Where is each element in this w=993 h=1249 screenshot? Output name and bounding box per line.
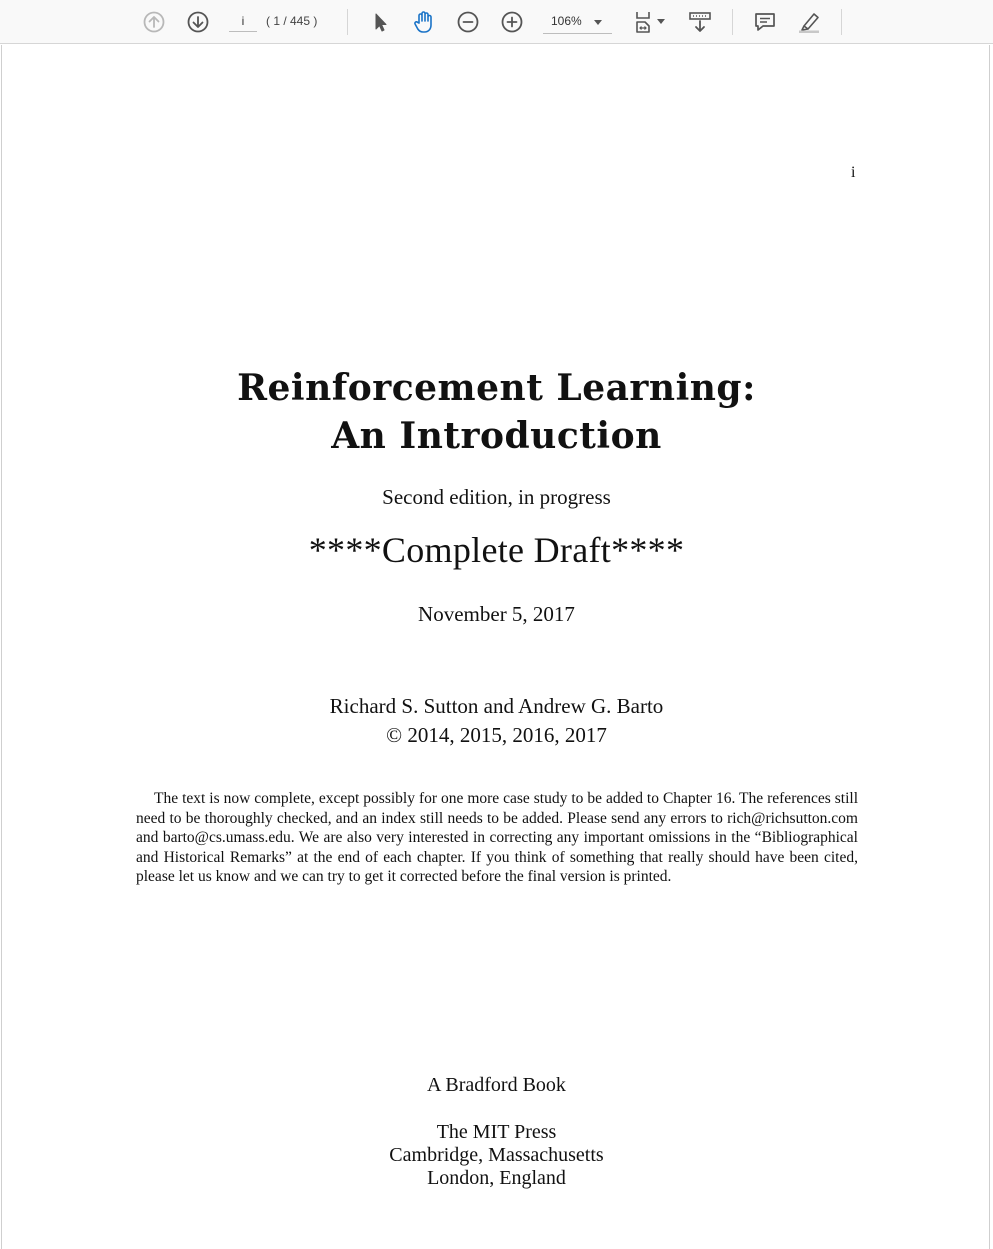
fit-page-icon: [633, 10, 655, 34]
page-count: ( 1 / 445 ): [266, 14, 318, 28]
comment-icon: [753, 10, 777, 34]
page-number: i: [851, 164, 856, 181]
zoom-select[interactable]: [543, 11, 612, 34]
hand-tool-button[interactable]: [410, 8, 438, 36]
authors-text: Richard S. Sutton and Andrew G. Barto: [329, 694, 664, 718]
highlight-button[interactable]: [795, 8, 823, 36]
publisher-text: The MIT Press: [436, 1121, 557, 1143]
zoom-in-button[interactable]: [498, 8, 526, 36]
select-tool-button[interactable]: [366, 8, 394, 36]
publisher-city-2: London, England: [427, 1167, 566, 1189]
hand-tool-icon: [412, 9, 436, 35]
zoom-value: 106%: [551, 14, 582, 28]
toolbar-divider: [347, 9, 348, 35]
book-title-line2: An Introduction: [331, 415, 662, 457]
toolbar-divider: [841, 9, 842, 35]
download-icon: [688, 10, 712, 34]
copyright-text: © 2014, 2015, 2016, 2017: [386, 723, 607, 747]
imprint-text: A Bradford Book: [427, 1074, 566, 1096]
next-page-button[interactable]: [184, 8, 212, 36]
next-page-icon: [186, 10, 210, 34]
draft-banner: ****Complete Draft****: [308, 530, 685, 570]
prev-page-button[interactable]: [140, 8, 168, 36]
fit-page-chevron-icon[interactable]: [657, 19, 665, 24]
zoom-in-icon: [500, 10, 524, 34]
zoom-out-icon: [456, 10, 480, 34]
download-button[interactable]: [686, 8, 714, 36]
date-text: November 5, 2017: [418, 602, 575, 626]
pdf-toolbar: [0, 0, 993, 44]
draft-note-paragraph: The text is now complete, except possibly for one more case study to be added to Chapter 16. The references still need to be thoroughly checked, and an index still needs to be added. Please send any errors to rich@richsutton.com and barto@cs.umass.edu. We are also very interested in correcting any important omissions in the “Bibliographical and Historical Remarks” at the end of each chapter. If you think of something that really should have been cited, please let us know and we can try to get it corrected before the final version is printed.: [136, 790, 858, 885]
comment-button[interactable]: [751, 8, 779, 36]
document-viewport[interactable]: [0, 45, 993, 1249]
highlight-icon: [796, 10, 822, 34]
publisher-city-1: Cambridge, Massachusetts: [389, 1144, 604, 1166]
fit-page-button[interactable]: [630, 8, 658, 36]
toolbar-divider: [732, 9, 733, 35]
prev-page-icon: [142, 10, 166, 34]
chevron-down-icon: [594, 20, 602, 25]
zoom-out-button[interactable]: [454, 8, 482, 36]
pdf-page: [1, 45, 990, 1249]
book-title-line1: Reinforcement Learning:: [237, 367, 756, 409]
edition-text: Second edition, in progress: [382, 485, 611, 509]
select-cursor-icon: [369, 11, 391, 33]
page-number-input[interactable]: [229, 11, 257, 32]
